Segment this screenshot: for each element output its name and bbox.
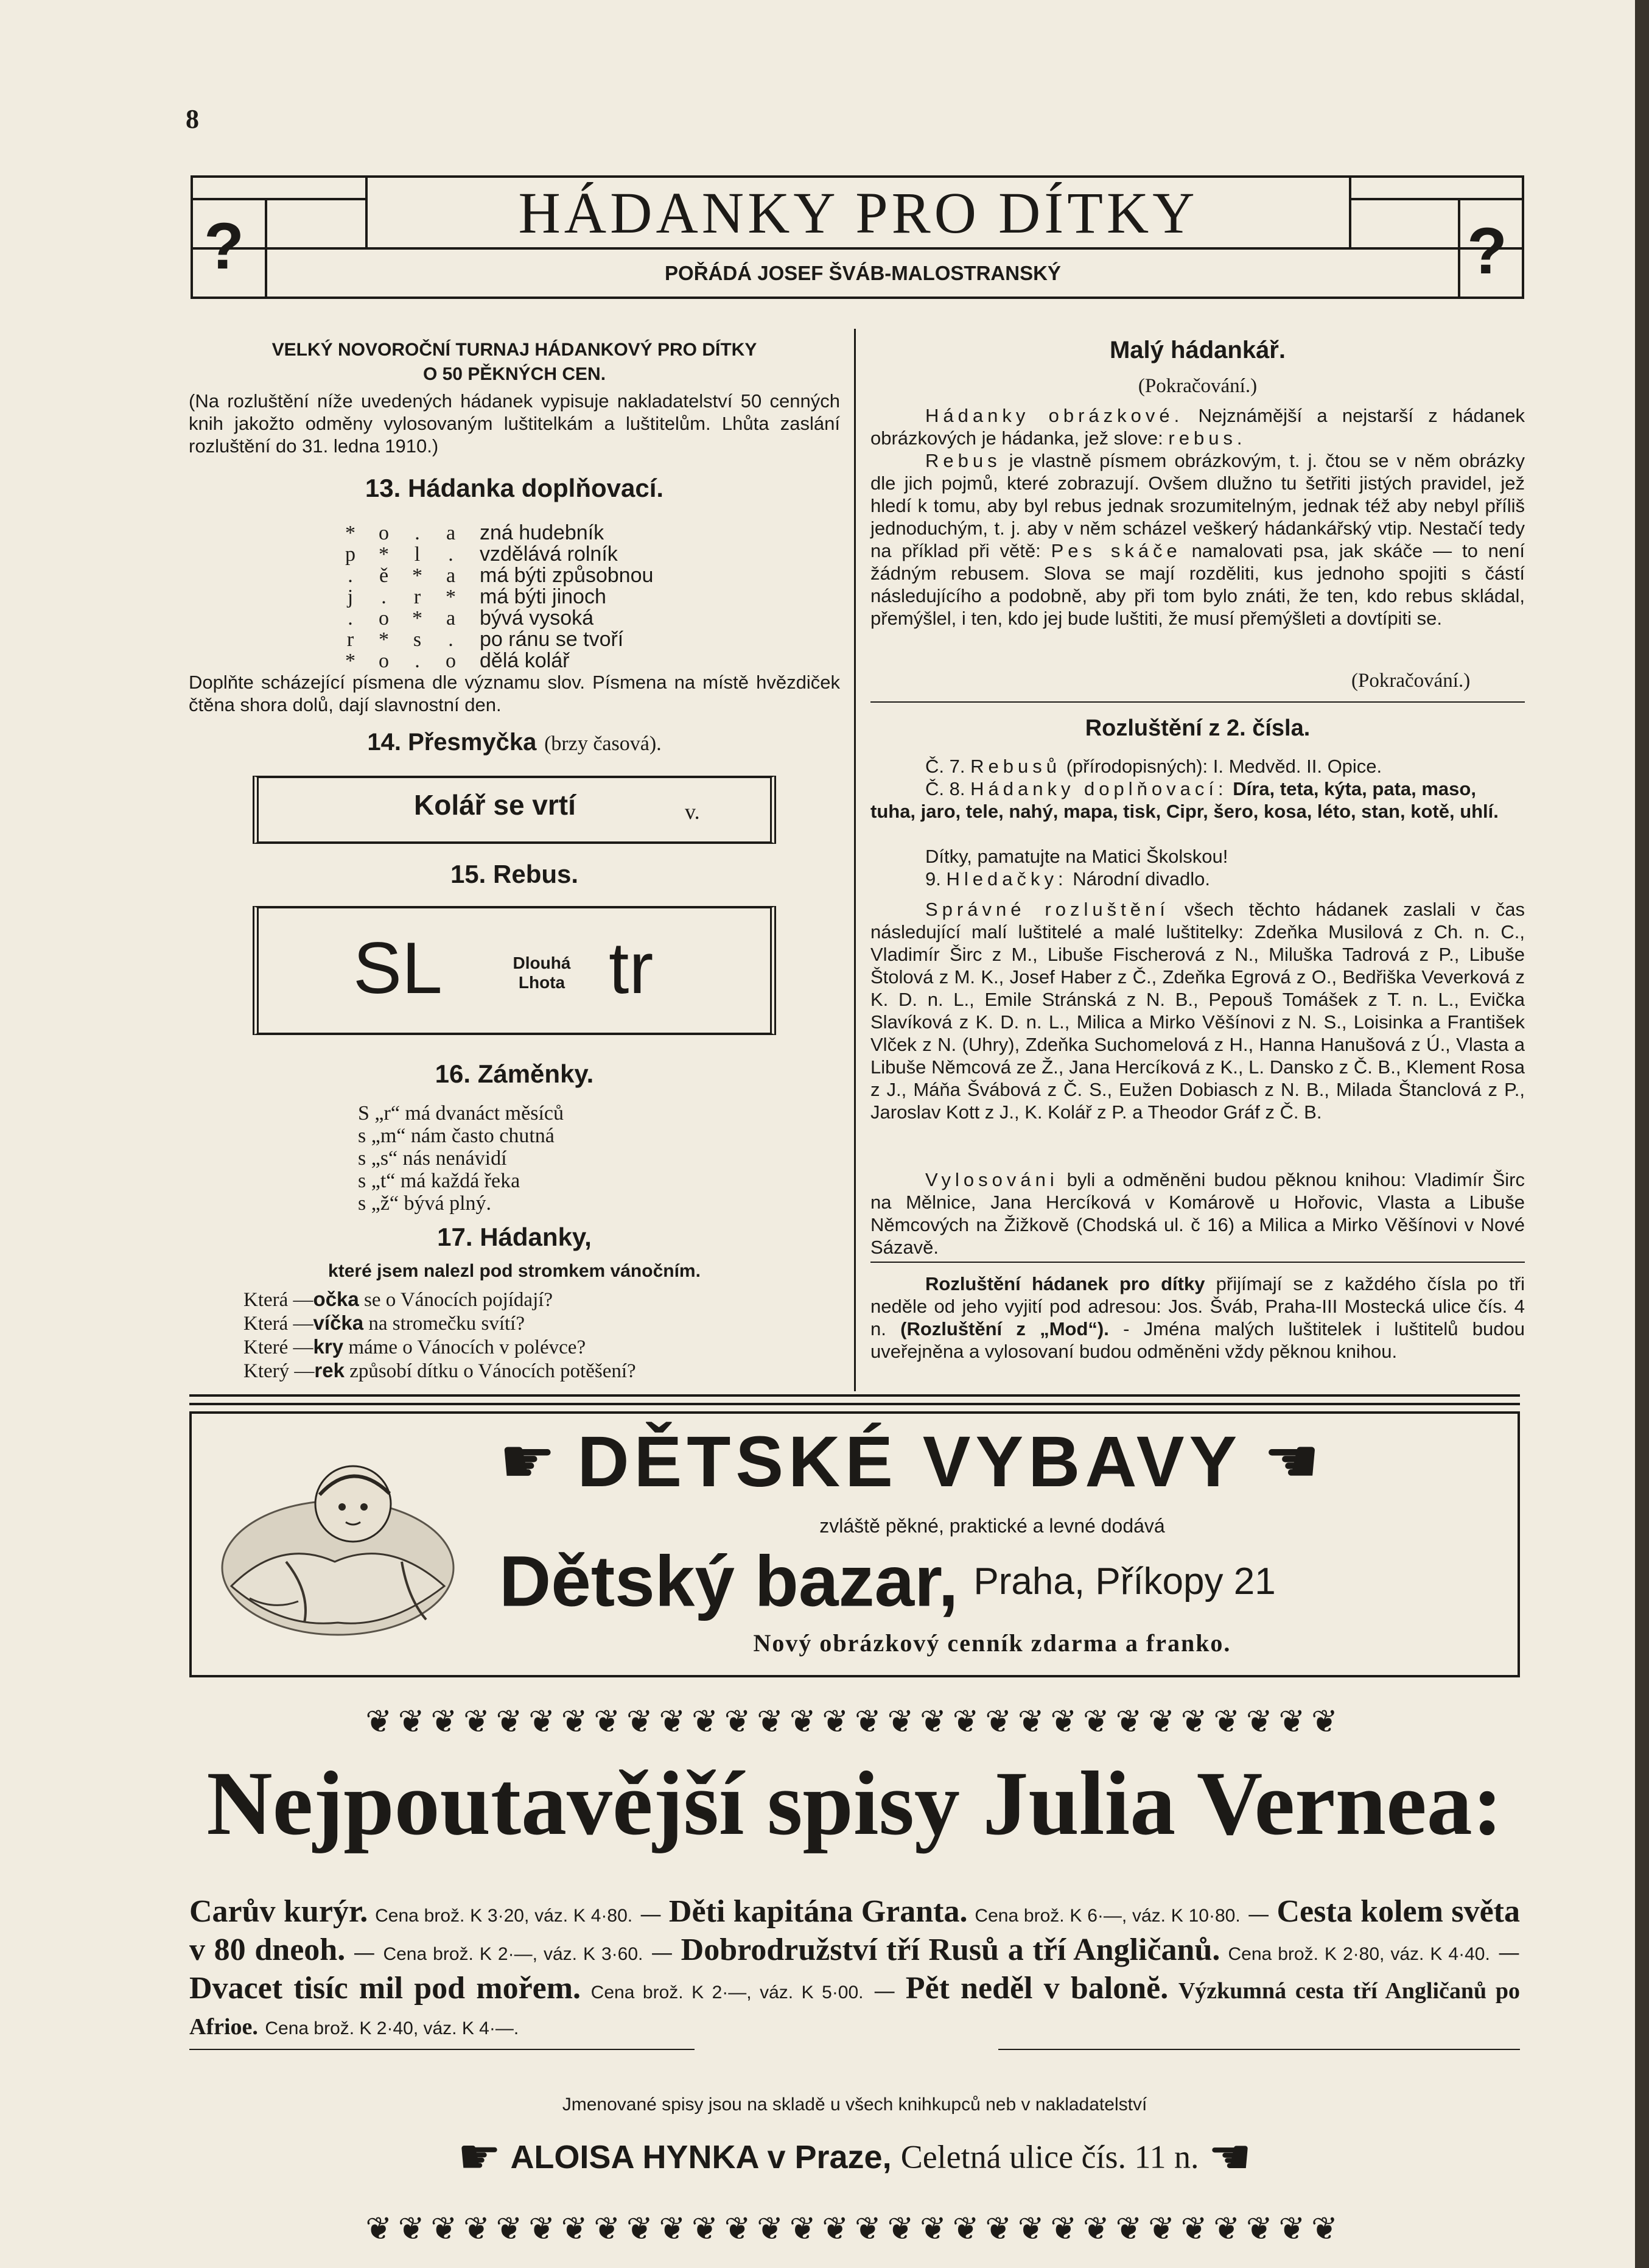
puzzle-17-row: [243, 1311, 636, 1335]
ad1-headline: DĚTSKÉ VYBAVY: [577, 1421, 1242, 1502]
tournament-note: (Na rozluštění níže uvedených hádanek vypisuje nakladatelství 50 cenných knih jakožto odměny vylosovaným luštitelkám a luštitelům. Lhůta zaslání rozluštění do 31. ledna 1910.): [189, 390, 840, 457]
dash-3: —: [353, 1940, 376, 1965]
puzzle-16-title: 16. Záměnky.: [435, 1059, 594, 1088]
rozl-c9-label: Hledačky:: [946, 868, 1068, 890]
puzzle-13-letter: a: [446, 564, 456, 587]
puzzle-13-clue: bývá vysoká: [480, 606, 594, 630]
book-6-title: Pět neděl v balonĕ.: [905, 1971, 1169, 2006]
puzzle-13-letter: .: [348, 607, 353, 630]
puzzle-13-letter: o: [446, 650, 456, 672]
ornament-icon: ❦: [1050, 1706, 1084, 1738]
ornament-icon: ❦: [1278, 2213, 1312, 2245]
puzzle-13-clue: zná hudebník: [480, 521, 604, 544]
ad1-headline-row: [499, 1421, 1320, 1502]
ornament-icon: ❦: [1180, 1706, 1214, 1738]
book-4-title: Dobrodružství tří Rusů a tří Angličanů.: [681, 1933, 1220, 1967]
ornament-icon: ❦: [528, 1706, 561, 1738]
ornament-icon: ❦: [757, 1706, 789, 1738]
puzzle-13-row: [334, 650, 569, 672]
hand-right-icon: ☛: [499, 1426, 556, 1497]
puzzle-13-row: [334, 544, 618, 565]
rozl-c7-answer: (přírodopisných): I. Medvěd. II. Opice.: [1060, 756, 1382, 777]
puzzle-16-row: s „m“ nám často chutná: [358, 1125, 555, 1147]
book-7-price: Cena brož. K 2·40, váz. K 4·—.: [265, 2018, 519, 2038]
maly-p1-spaced: Hádanky obrázkové.: [925, 405, 1184, 426]
puzzle-17-row: [243, 1288, 636, 1311]
rebus-middle-line2: Lhota: [518, 973, 565, 992]
maly-paragraph-2: [870, 449, 1525, 630]
ornament-icon: ❦: [887, 1706, 920, 1738]
puzzle-17-title: 17. Hádanky,: [437, 1223, 592, 1251]
ornament-icon: ❦: [1115, 2213, 1149, 2245]
ornament-icon: ❦: [626, 1706, 659, 1738]
ornament-icon: ❦: [626, 2213, 659, 2245]
puzzle-17-prefix: Které —: [243, 1336, 313, 1358]
ornament-icon: ❦: [822, 2213, 855, 2245]
hand-left-icon: ☚: [1263, 1426, 1320, 1497]
puzzle-17-prefix: Která —: [243, 1313, 313, 1335]
section-title: HÁDANKY PRO DÍTKY: [518, 180, 1199, 245]
puzzle-13-letter: *: [345, 522, 355, 544]
maly-p2-body: je vlastně písmem obrázkovým, t. j. čtou se v něm obrázky dle jich pojmů, které zobrazují. Ovšem dlužno tu šetřiti jistých pravidel, jež hledí k tomu, aby byl rebus jednak srozumitelným, jednak též aby nebyl příliš jednoduchým, t. j. aby v něm scházel veškerý hádankářský vtip. Nestačí tedy na příklad při větě:: [870, 450, 1525, 561]
ornament-icon: ❦: [397, 1706, 431, 1738]
ornament-icon: ❦: [1213, 1706, 1246, 1738]
column-divider: [854, 329, 856, 1391]
ornament-icon: ❦: [1115, 1706, 1149, 1738]
right-rule-1: [870, 701, 1525, 703]
puzzle-13-clue: má býti jinoch: [480, 585, 606, 608]
maly-continued: (Pokračování.): [1351, 670, 1471, 692]
publisher-hand-left-icon: ☚: [1208, 2129, 1252, 2184]
puzzle-17-list: [243, 1288, 636, 1383]
puzzle-16-list: [358, 1102, 564, 1215]
puzzle-13-letter: p: [345, 543, 355, 566]
puzzle-14-box-text: Kolář se vrtí: [414, 789, 576, 821]
puzzle-13-letter: ě: [379, 564, 389, 587]
ornament-icon: ❦: [724, 2213, 757, 2245]
book-2-price: Cena brož. K 6·—, váz. K 10·80.: [975, 1906, 1241, 1926]
book-5-title: Dvacet tisíc mil pod mořem.: [189, 1971, 581, 2006]
page-number: 8: [186, 104, 199, 134]
puzzle-13-letter: *: [412, 607, 422, 630]
ad1-address: Praha, Příkopy 21: [973, 1560, 1276, 1603]
ad1-tagline: zvláště pěkné, praktické a levné dodává: [819, 1515, 1165, 1537]
dash-4: —: [651, 1940, 673, 1965]
header-vline-right: [1458, 198, 1460, 299]
ornament-icon: ❦: [430, 1706, 464, 1738]
ornament-icon: ❦: [1245, 2213, 1279, 2245]
publisher-name: ALOISA HYNKA v Praze,: [510, 2138, 892, 2175]
puzzle-15-title: 15. Rebus.: [450, 860, 579, 888]
maly-p2-rest: namalovati psa, jak skáče — to není žádným rebusem. Slova se mají rozděliti, kus jednoho spojiti s částí následujícího a podobně, aby při tom bylo znáti, že ten, kdo rebus skládal, přemýšlel, i ten, kdo jej bude luštiti, že musí přemýšleti a dovtípiti se.: [870, 540, 1525, 629]
rozl-c8: [870, 778, 1525, 823]
puzzle-13-letter: r: [413, 586, 421, 608]
book-1-price: Cena brož. K 3·20, váz. K 4·80.: [375, 1906, 633, 1926]
puzzle-13-letter: .: [415, 522, 420, 544]
book-7-title: Výzkumná cesta tří Angličanů po Afrioe.: [189, 1978, 1520, 2040]
dash-5: —: [1497, 1940, 1520, 1965]
ornament-icon: ❦: [887, 2213, 920, 2245]
ad2-book-list: [189, 1895, 1520, 2046]
dash-1: —: [640, 1902, 662, 1927]
ad2-headline: Nejpoutavější spisy Julia Vernea:: [206, 1753, 1503, 1854]
puzzle-13-letter: *: [446, 586, 456, 608]
maly-paragraph-1: [870, 404, 1525, 449]
ornament-icon: ❦: [593, 1706, 626, 1738]
puzzle-16-row: s „ž“ bývá plný.: [358, 1192, 492, 1215]
dash-2: —: [1247, 1902, 1270, 1927]
final-paragraph: [870, 1273, 1525, 1363]
puzzle-13-row: [334, 608, 593, 629]
ad1-shop-row: [499, 1541, 1276, 1622]
ornament-icon: ❦: [952, 1706, 986, 1738]
puzzle-17-fragment: rek: [314, 1359, 345, 1382]
ad2-publisher-row: [189, 2129, 1520, 2184]
ornament-icon: ❦: [463, 2213, 496, 2245]
puzzle-13-letter: s: [413, 628, 422, 651]
rozl-c9: [925, 868, 1525, 890]
book-5-price: Cena brož. K 2·—, váz. K 5·00.: [590, 1982, 864, 2003]
puzzle-13-row: [334, 565, 653, 586]
puzzle-14-sub: (brzy časová).: [544, 732, 662, 755]
ad2-footer-note: Jmenované spisy jsou na skladě u všech knihkupců neb v nakladatelství: [562, 2094, 1147, 2115]
final-tag: (Rozluštění z „Mod“).: [900, 1318, 1109, 1339]
ornament-icon: ❦: [365, 1706, 398, 1738]
puzzle-17-fragment: očka: [313, 1288, 359, 1310]
book-1-title: Carův kurýr.: [189, 1894, 368, 1929]
ornament-icon: ❦: [1148, 2213, 1181, 2245]
puzzle-13-clue: vzdělává rolník: [480, 542, 618, 566]
puzzle-17-sub: které jsem nalezl pod stromkem vánočním.: [328, 1261, 701, 1281]
ornament-icon: ❦: [985, 2213, 1018, 2245]
puzzle-13-letter: a: [446, 607, 456, 630]
rebus-tr: tr: [609, 927, 654, 1009]
rozl-c7-label: Rebusů: [970, 756, 1061, 777]
spravne-lead: Správné rozluštění: [925, 899, 1169, 920]
ornament-icon: ❦: [855, 2213, 888, 2245]
ornament-icon: ❦: [561, 2213, 594, 2245]
puzzle-14-heading: [189, 728, 840, 756]
rozl-c9-num: 9.: [925, 868, 941, 890]
ornament-icon: ❦: [920, 2213, 953, 2245]
ornament-icon: ❦: [1017, 1706, 1051, 1738]
ornament-icon: ❦: [691, 2213, 724, 2245]
ornament-icon: ❦: [495, 2213, 529, 2245]
vylos-body: byli a odměněni budou pěknou knihou: Vladimír Širc na Mělnice, Jana Hercíková v Komárově u Hořovic, Vlasta a Libuše Němcových na Žižkově (Chodská ul. č 16) a Milica a Mirko Věšínovi v Nové Sázavě.: [870, 1169, 1525, 1258]
puzzle-16-row: s „t“ má každá řeka: [358, 1170, 520, 1192]
puzzle-17-question: máme o Vánocích v polévce?: [343, 1336, 586, 1358]
ornament-row-bottom: [189, 2213, 1520, 2245]
puzzle-13-letter: .: [415, 650, 420, 672]
baby-illustration: [207, 1446, 469, 1647]
puzzle-16-row: s „s“ nás nenávidí: [358, 1147, 507, 1170]
rozl-c8-answer: Díra, teta, kýta, pata, maso, tuha, jaro, tele, nahý, mapa, tisk, Cipr, šero, kosa, léto, stan, kotě, uhlí.: [870, 778, 1499, 822]
ornament-icon: ❦: [789, 1706, 822, 1738]
ornament-icon: ❦: [822, 1706, 855, 1738]
puzzle-17-row: [243, 1335, 636, 1359]
final-rest: - Jména malých luštitelek i luštitelů budou uveřejněna a vylosovaní budou odměněni vždy pěknou knihou.: [870, 1318, 1525, 1362]
book-3-price: Cena brož. K 2·—, váz. K 3·60.: [383, 1944, 643, 1964]
puzzle-17-prefix: Který —: [243, 1360, 315, 1382]
maly-sub: (Pokračování.): [1138, 375, 1258, 397]
puzzle-13-clue: má býti způsobnou: [480, 564, 654, 587]
rozl-title: Rozluštění z 2. čísla.: [1085, 715, 1311, 741]
rozl-c9-answer: Národní divadlo.: [1067, 868, 1210, 890]
header-rule-right: [1351, 198, 1524, 200]
section-subtitle: POŘÁDÁ JOSEF ŠVÁB-MALOSTRANSKÝ: [665, 262, 1061, 284]
rozl-c7: [925, 755, 1525, 778]
ornament-icon: ❦: [1311, 2213, 1344, 2245]
ornament-icon: ❦: [430, 2213, 464, 2245]
puzzle-17-question: na stromečku svítí?: [363, 1313, 525, 1335]
ornament-icon: ❦: [1245, 1706, 1279, 1738]
ornament-icon: ❦: [789, 2213, 822, 2245]
ad2-rule-right: [998, 2049, 1520, 2050]
ornament-icon: ❦: [757, 2213, 789, 2245]
ornament-icon: ❦: [659, 1706, 692, 1738]
page-edge: [1635, 0, 1649, 2268]
puzzle-17-prefix: Která —: [243, 1289, 313, 1311]
ad2-rule-left: [189, 2049, 695, 2050]
ornament-icon: ❦: [463, 1706, 496, 1738]
puzzle-13-letter: o: [379, 522, 389, 544]
rebus-sl: SL: [353, 927, 443, 1009]
puzzle-13-letter: .: [381, 586, 387, 608]
rebus-middle: [505, 953, 578, 992]
tournament-title-line2: O 50 PĚKNÝCH CEN.: [422, 364, 606, 384]
ornament-icon: ❦: [1311, 1706, 1344, 1738]
ornament-icon: ❦: [724, 1706, 757, 1738]
ornament-icon: ❦: [1083, 1706, 1116, 1738]
ornament-icon: ❦: [1213, 2213, 1246, 2245]
header-rule-left: [191, 198, 365, 200]
ornament-icon: ❦: [397, 2213, 431, 2245]
ornament-icon: ❦: [1083, 2213, 1116, 2245]
vylos-paragraph: [870, 1168, 1525, 1259]
rozl-c7-num: Č. 7.: [925, 756, 965, 777]
rozl-c8-d: Dítky, pamatujte na Matici Školskou!: [925, 846, 1228, 867]
puzzle-13-clue: po ránu se tvoří: [480, 628, 624, 651]
puzzle-13-letter: .: [448, 543, 453, 566]
puzzle-13-letter: *: [379, 628, 389, 651]
book-2-title: Děti kapitána Granta.: [668, 1894, 968, 1929]
ornament-icon: ❦: [1278, 1706, 1312, 1738]
puzzle-17-question: způsobí dítku o Vánocích potěšení?: [344, 1360, 636, 1382]
ornament-row-top: [189, 1706, 1520, 1738]
ornament-icon: ❦: [1180, 2213, 1214, 2245]
maly-p2-example: Pes skáče: [1051, 540, 1182, 561]
tournament-title: [189, 338, 840, 387]
final-body: přijímají se z každého čísla po tři neděle od jeho vyjití pod adresou: Jos. Šváb, Praha-III Mostecká ulice čís. 4 n.: [870, 1273, 1525, 1339]
ad1-shop: Dětský bazar,: [499, 1541, 959, 1622]
ornament-icon: ❦: [1017, 2213, 1051, 2245]
puzzle-13-letter: *: [412, 564, 422, 587]
puzzle-17-question: se o Vánocích pojídají?: [359, 1289, 553, 1311]
puzzle-13-letter: l: [414, 543, 421, 566]
maly-p1-end: rebus.: [1168, 427, 1247, 449]
final-lead: Rozluštění hádanek pro dítky: [925, 1273, 1205, 1294]
puzzle-14-box-v: v.: [685, 799, 700, 824]
maly-p1-body: Nejznámější a nejstarší z hádanek obrázkových je hádanka, jež slove:: [870, 405, 1525, 449]
ornament-icon: ❦: [952, 2213, 986, 2245]
puzzle-13-letter: .: [448, 628, 453, 651]
question-mark-right: ?: [1467, 214, 1507, 287]
maly-title: Malý hádankář.: [1109, 337, 1286, 363]
puzzle-13-row: [334, 629, 623, 650]
spravne-body: všech těchto hádanek zaslali v čas následující malí luštitelé a malé luštitelky: Zdeňka Musilová z Ch. n. C., Vladimír Širc z M., Libuše Fischerová z N., Miluška Tadrová z P., Libuše Štolová z M. K., Josef Haber z Č., Zdeňka Egrová z O., Bedřiška Veverková z K. D. n. L., Emile Stránská z N. B., Pepouš Tomášek z T. n. L., Evička Slavíková z K. D. n. L., Milica a Mirko Věšínovi z N. S., Loisinka a František Vlček z N. (Uhry), Zdeňka Suchomelová z H., Hanna Hanušová z Ú., Vlasta a Libuše Němcová ze Ž., Jana Hercíková z K., L. Dansko z Č. B., Klement Rosa z J., Máňa Švábová z Č. S., Eužen Dobiasch z N. B., Milada Štanclová z P., Jaroslav Kott z J., K. Kolář z P. a Theodor Gráf z Č. B.: [870, 899, 1525, 1123]
ornament-icon: ❦: [593, 2213, 626, 2245]
puzzle-13-letter: *: [379, 543, 389, 566]
puzzle-13-letter: r: [346, 628, 354, 651]
puzzle-14-title: 14. Přesmyčka: [367, 729, 537, 756]
puzzle-13-letter: o: [379, 650, 389, 672]
ornament-icon: ❦: [528, 2213, 561, 2245]
publisher-address: Celetná ulice čís. 11 n.: [900, 2138, 1199, 2175]
ornament-icon: ❦: [1050, 2213, 1084, 2245]
ornament-icon: ❦: [985, 1706, 1018, 1738]
ornament-icon: ❦: [691, 1706, 724, 1738]
subtitle-rule: [265, 247, 1458, 250]
puzzle-17-row: [243, 1359, 636, 1383]
ornament-icon: ❦: [495, 1706, 529, 1738]
right-rule-2: [870, 1262, 1525, 1263]
ornament-icon: ❦: [920, 1706, 953, 1738]
puzzle-13-row: [334, 586, 606, 608]
tournament-title-line1: VELKÝ NOVOROČNÍ TURNAJ HÁDANKOVÝ PRO DÍTKY: [271, 340, 757, 360]
ornament-icon: ❦: [659, 2213, 692, 2245]
ornament-icon: ❦: [855, 1706, 888, 1738]
ad1-catalog: Nový obrázkový cenník zdarma a franko.: [753, 1629, 1231, 1657]
question-mark-left: ?: [204, 209, 244, 283]
ad-top-double-rule: [189, 1394, 1520, 1405]
dash-6: —: [874, 1979, 896, 2004]
puzzle-13-note: Doplňte scházející písmena dle významu slov. Písmena na místě hvězdiček čtěna shora dolů, dají slavnostní den.: [189, 672, 840, 715]
puzzle-13-clue: dělá kolář: [480, 649, 570, 672]
puzzle-13-letter: j: [347, 586, 354, 608]
puzzle-13-letter: o: [379, 607, 389, 630]
book-4-price: Cena brož. K 2·80, váz. K 4·40.: [1228, 1944, 1490, 1964]
puzzle-13-letter: *: [345, 650, 355, 672]
puzzle-13-letter: .: [348, 564, 353, 587]
rozl-c8-label: Hádanky doplňovací:: [970, 778, 1228, 799]
spravne-paragraph: [870, 898, 1525, 1123]
maly-p2-spaced: Rebus: [925, 450, 1001, 471]
puzzle-16-row: S „r“ má dvanáct měsíců: [358, 1102, 564, 1125]
ornament-icon: ❦: [365, 2213, 398, 2245]
puzzle-13-row: [334, 522, 604, 544]
puzzle-13-title: 13. Hádanka doplňovací.: [365, 474, 664, 502]
puzzle-17-fragment: kry: [313, 1335, 344, 1358]
ornament-icon: ❦: [561, 1706, 594, 1738]
puzzle-13-letter: a: [446, 522, 456, 544]
publisher-hand-right-icon: ☛: [457, 2129, 502, 2184]
rozl-c8-num: Č. 8.: [925, 778, 965, 799]
vylos-lead: Vylosováni: [925, 1169, 1059, 1190]
rebus-middle-line1: Dlouhá: [513, 953, 571, 972]
ornament-icon: ❦: [1148, 1706, 1181, 1738]
book-3-title: Cesta kolem světa v 80 dneoh.: [189, 1894, 1520, 1967]
puzzle-17-fragment: víčka: [313, 1311, 364, 1334]
